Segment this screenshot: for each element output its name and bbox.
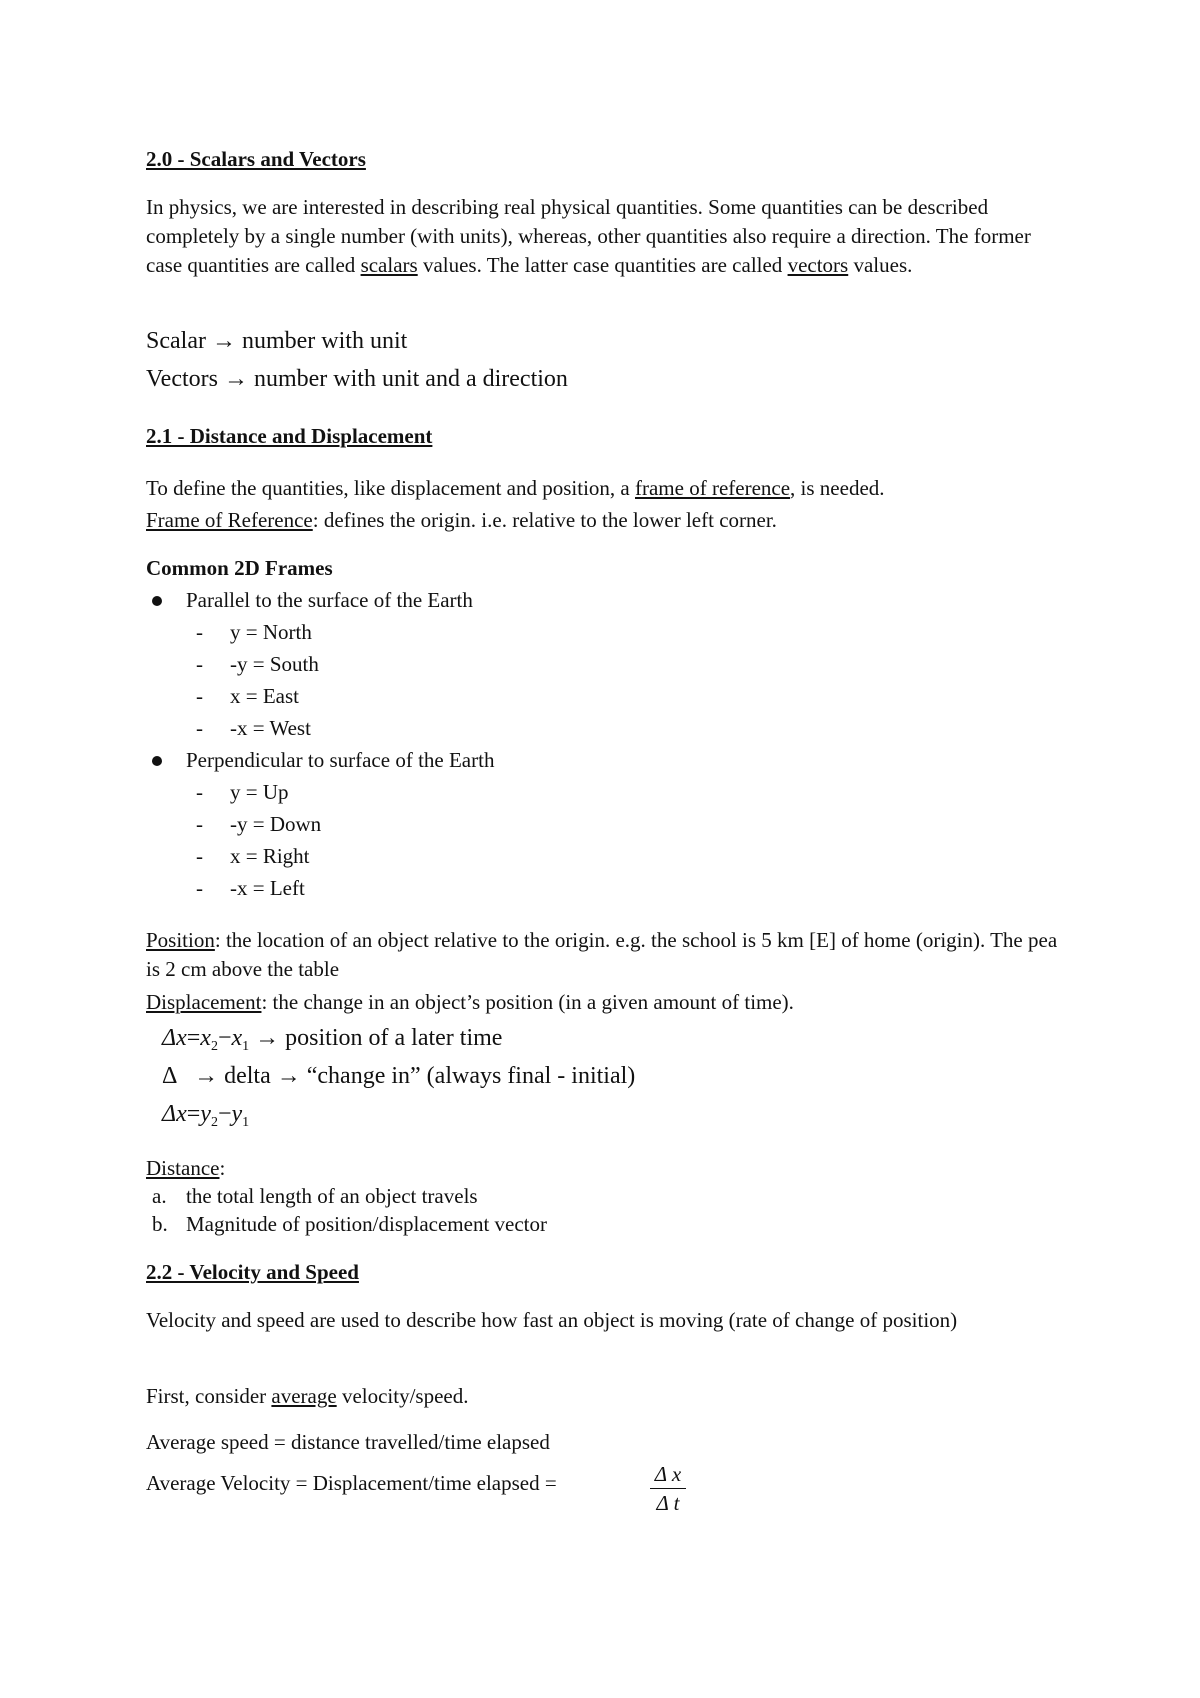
average-velocity-formula: Average Velocity = Displacement/time elapsed =	[146, 1471, 557, 1495]
paragraph-velocity-intro: Velocity and speed are used to describe how fast an object is moving (rate of change of position)	[146, 1308, 958, 1332]
sub-item-text: -y = South	[230, 652, 319, 676]
heading-velocity-speed: 2.2 - Velocity and Speed	[146, 1260, 359, 1284]
bullet-icon	[152, 756, 162, 766]
text: To define the quantities, like displacement and position, a	[146, 476, 635, 500]
delta-symbol: Δ	[162, 1101, 177, 1127]
dash-marker: -	[196, 876, 203, 900]
bullet-icon	[152, 596, 162, 606]
sub-item-text: -y = Down	[230, 812, 322, 836]
sub-item-text: -x = Left	[230, 876, 305, 900]
dash-marker: -	[196, 652, 203, 676]
var: x	[176, 1025, 187, 1051]
text: : the change in an object’s position (in a given amount of time).	[261, 990, 794, 1014]
list-item-text: Magnitude of position/displacement vector	[186, 1212, 547, 1236]
term-frame-of-reference: frame of reference	[635, 476, 791, 500]
sub-item-text: y = Up	[230, 780, 289, 804]
heading-distance-displacement: 2.1 - Distance and Displacement	[146, 424, 433, 448]
subscript: 1	[242, 1115, 250, 1130]
paragraph-scalars-intro	[146, 193, 1066, 280]
term-frame-of-reference-def: Frame of Reference	[146, 508, 313, 532]
fraction-denominator: Δ t	[656, 1491, 680, 1515]
equation-note: → position of a later time	[249, 1025, 503, 1051]
dash-marker: -	[196, 844, 203, 868]
text: velocity/speed.	[336, 1384, 469, 1408]
sub-item-text: -x = West	[230, 716, 311, 740]
dash-marker: -	[196, 780, 203, 804]
list-item-text: Perpendicular to surface of the Earth	[186, 748, 495, 772]
text: : defines the origin. i.e. relative to the lower left corner.	[312, 508, 777, 532]
scalar-definition: Scalar → number with unit	[146, 328, 408, 354]
position-definition	[146, 926, 1066, 984]
dash-marker: -	[196, 716, 203, 740]
fraction-delta-x-over-delta-t	[648, 1462, 688, 1515]
distance-term	[146, 1156, 1066, 1181]
equals: =	[186, 1025, 201, 1051]
sub-item-text: y = North	[230, 620, 312, 644]
text: values.	[848, 253, 913, 277]
var: y	[200, 1101, 211, 1127]
vector-definition: Vectors → number with unit and a direction	[146, 366, 568, 392]
text: In physics, we are interested in describing real physical quantities. Some quantities can be described completely by a single number (with units), whereas, other quantities also require a direction. The former case quantities are called	[146, 195, 1031, 277]
var: x	[176, 1101, 187, 1127]
sub-item-text: x = East	[230, 684, 299, 708]
minus: −	[217, 1101, 232, 1127]
equals: =	[186, 1101, 201, 1127]
text: :	[219, 1156, 226, 1180]
text: values. The latter case quantities are called	[417, 253, 788, 277]
term-vectors: vectors	[787, 253, 849, 277]
dash-marker: -	[196, 684, 203, 708]
text: First, consider	[146, 1384, 272, 1408]
paragraph-frame-intro	[146, 476, 1066, 501]
list-item-text: the total length of an object travels	[186, 1184, 478, 1208]
common-frames-title: Common 2D Frames	[146, 556, 333, 580]
displacement-definition	[146, 990, 1066, 1015]
list-label: a.	[152, 1184, 167, 1208]
equation-displacement-y	[162, 1101, 1082, 1131]
heading-scalars-vectors: 2.0 - Scalars and Vectors	[146, 147, 366, 171]
subscript: 2	[210, 1039, 218, 1054]
list-label: b.	[152, 1212, 168, 1236]
subscript: 1	[242, 1039, 250, 1054]
term-position: Position	[146, 928, 215, 952]
list-item-text: Parallel to the surface of the Earth	[186, 588, 473, 612]
average-speed-formula: Average speed = distance travelled/time elapsed	[146, 1430, 550, 1454]
var: y	[231, 1101, 243, 1127]
dash-marker: -	[196, 620, 203, 644]
sub-item-text: x = Right	[230, 844, 310, 868]
equation-displacement-x	[162, 1025, 1082, 1055]
text: , is needed.	[790, 476, 885, 500]
minus: −	[217, 1025, 232, 1051]
delta-explanation: Δ → delta → “change in” (always final - initial)	[162, 1063, 636, 1089]
dash-marker: -	[196, 812, 203, 836]
paragraph-average	[146, 1384, 1066, 1409]
fraction-numerator: Δ x	[654, 1462, 682, 1486]
term-scalars: scalars	[360, 253, 418, 277]
delta-symbol: Δ	[162, 1025, 177, 1051]
text: : the location of an object relative to the origin. e.g. the school is 5 km [E] of home (origin). The pea is 2 cm above the table	[146, 928, 1058, 981]
term-average: average	[271, 1384, 337, 1408]
term-distance: Distance	[146, 1156, 220, 1180]
subscript: 2	[210, 1115, 218, 1130]
term-displacement: Displacement	[146, 990, 262, 1014]
var: x	[200, 1025, 211, 1051]
frame-definition	[146, 508, 1066, 533]
var: x	[231, 1025, 243, 1051]
fraction-bar	[650, 1488, 686, 1489]
